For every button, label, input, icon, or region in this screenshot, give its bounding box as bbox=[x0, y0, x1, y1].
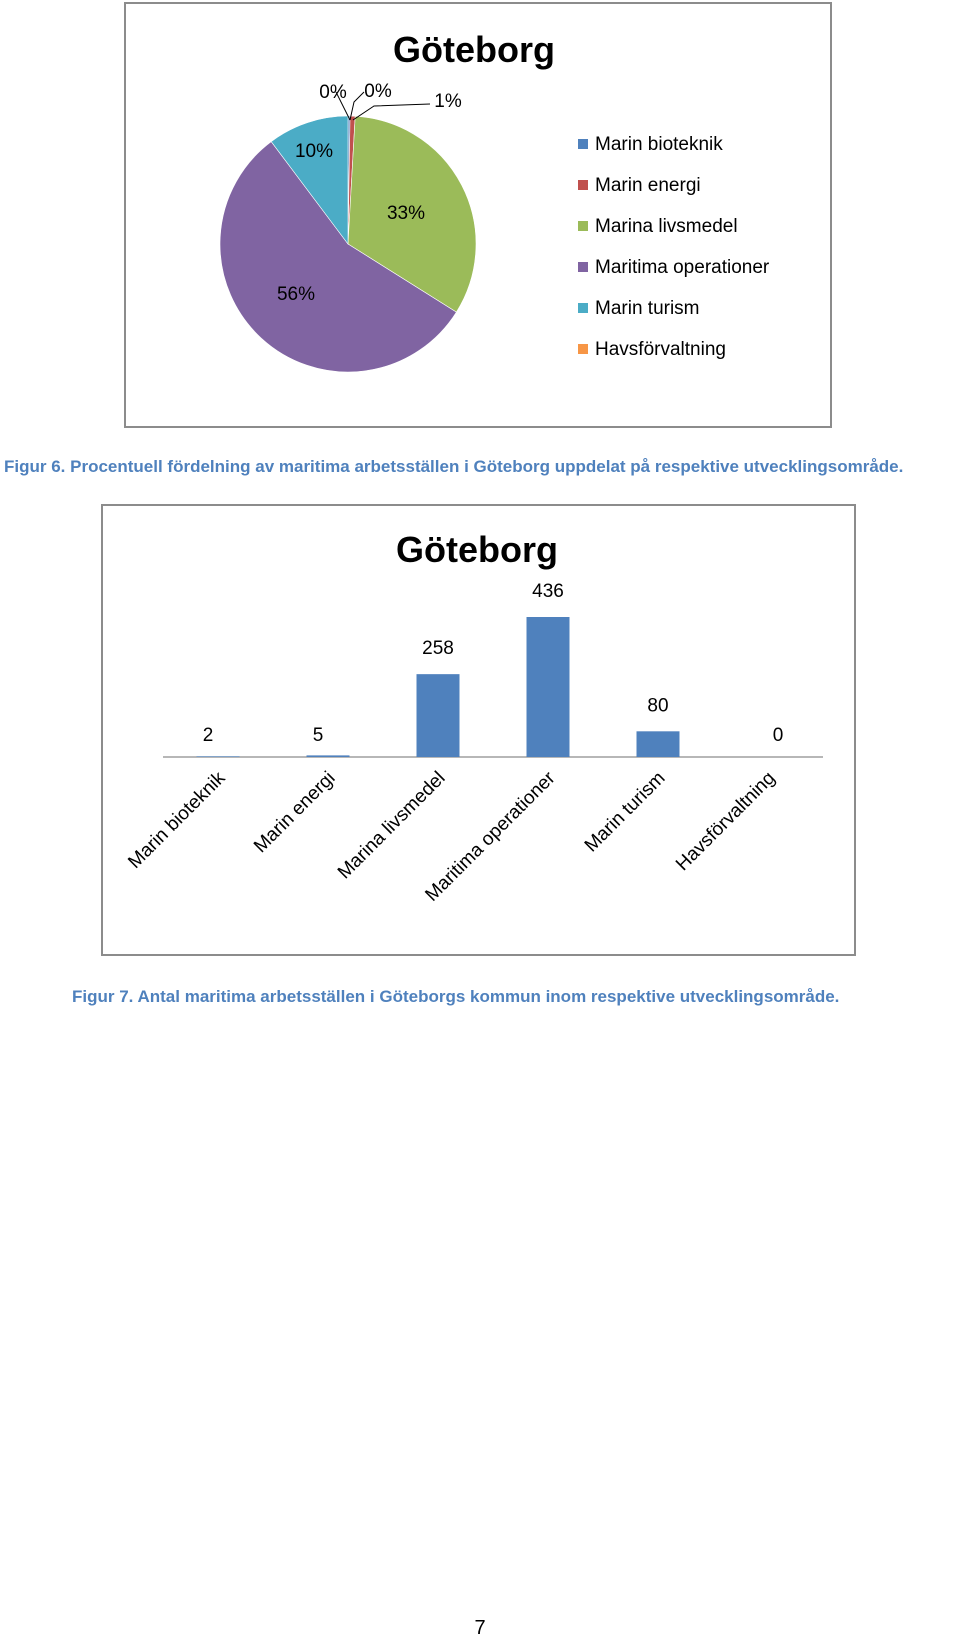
pie-chart-frame bbox=[124, 2, 832, 428]
figure-7-caption: Figur 7. Antal maritima arbetsställen i Göteborgs kommun inom respektive utvecklingsområde. bbox=[72, 987, 840, 1006]
bar-value-label-marin-energi: 5 bbox=[312, 725, 324, 746]
legend-swatch-havsforvaltning bbox=[578, 344, 588, 354]
legend-swatch-marin-turism bbox=[578, 303, 588, 313]
figure-6-caption: Figur 6. Procentuell fördelning av maritima arbetsställen i Göteborg uppdelat på respektive utvecklingsområde. bbox=[4, 457, 904, 476]
pie-label-marin-bioteknik: 0% bbox=[319, 82, 347, 103]
legend-swatch-marina-livsmedel bbox=[578, 221, 588, 231]
bar-marin-energi bbox=[307, 755, 350, 757]
bar-category-label-marina-livsmedel: Marina livsmedel bbox=[333, 767, 450, 884]
legend-label-marin-bioteknik: Marin bioteknik bbox=[595, 134, 723, 155]
bar-chart-frame bbox=[101, 504, 856, 956]
legend-label-marina-livsmedel: Marina livsmedel bbox=[595, 216, 738, 237]
bar-maritima-operationer bbox=[527, 617, 570, 757]
bar-value-label-marin-bioteknik: 2 bbox=[202, 725, 214, 746]
bar-marin-turism bbox=[637, 731, 680, 757]
pie-label-marin-energi: 0% bbox=[364, 81, 392, 102]
bar-marina-livsmedel bbox=[417, 674, 460, 757]
legend-label-marin-energi: Marin energi bbox=[595, 175, 701, 196]
pie-chart bbox=[126, 4, 830, 426]
bar-chart bbox=[103, 506, 854, 954]
bar-value-label-maritima-operationer: 436 bbox=[532, 581, 564, 602]
bar-category-label-marin-bioteknik: Marin bioteknik bbox=[124, 767, 230, 873]
bar-value-label-havsforvaltning: 0 bbox=[772, 725, 784, 746]
legend-label-maritima-operationer: Maritima operationer bbox=[595, 257, 770, 278]
legend-label-havsforvaltning: Havsförvaltning bbox=[595, 339, 726, 360]
bar-value-label-marina-livsmedel: 258 bbox=[422, 638, 454, 660]
bar-category-label-havsforvaltning: Havsförvaltning bbox=[672, 767, 780, 876]
bar-category-label-marin-energi: Marin energi bbox=[250, 767, 340, 858]
legend-swatch-maritima-operationer bbox=[578, 262, 588, 272]
pie-label-marin-turism: 10% bbox=[294, 141, 334, 162]
bar-chart-title: Göteborg bbox=[396, 529, 558, 570]
bar-category-label-maritima-operationer: Maritima operationer bbox=[421, 767, 560, 906]
legend-label-marin-turism: Marin turism bbox=[595, 298, 700, 319]
bar-marin-bioteknik bbox=[197, 756, 240, 757]
page-number: 7 bbox=[474, 1617, 486, 1639]
bar-category-label-marin-turism: Marin turism bbox=[580, 767, 670, 857]
pie-label-havsforvaltning: 1% bbox=[434, 91, 462, 112]
pie-label-marina-livsmedel: 33% bbox=[386, 203, 426, 224]
pie-chart-title: Göteborg bbox=[393, 29, 555, 70]
bar-value-label-marin-turism: 80 bbox=[647, 695, 669, 717]
legend-swatch-marin-energi bbox=[578, 180, 588, 190]
legend-swatch-marin-bioteknik bbox=[578, 139, 588, 149]
pie-label-maritima-operationer: 56% bbox=[276, 284, 316, 305]
